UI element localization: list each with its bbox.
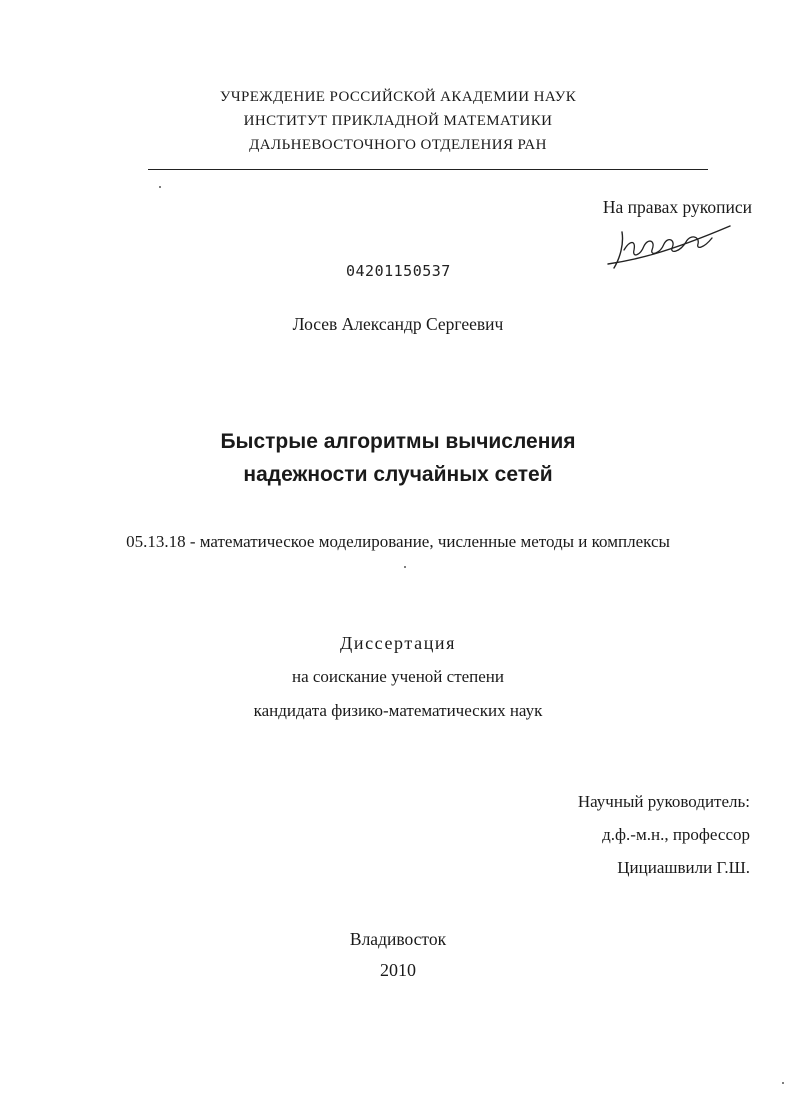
institution-line-3: ДАЛЬНЕВОСТОЧНОГО ОТДЕЛЕНИЯ РАН [249,137,547,153]
institution-line-2: ИНСТИТУТ ПРИКЛАДНОЙ МАТЕМАТИКИ [243,113,553,129]
rights-note: На правах рукописи [602,197,752,217]
degree-purpose: на соискание ученой степени [291,667,505,686]
work-type: Диссертация [339,633,457,653]
header-rule [148,169,708,170]
supervisor-credentials: д.ф.-м.н., профессор [602,825,750,844]
specialty-code: 05.13.18 - математическое моделирование, численные методы и комплексы [126,532,670,551]
city: Владивосток [349,929,447,949]
signature-image [604,218,734,274]
scan-speck [404,566,406,568]
title-line-1: Быстрые алгоритмы вычисления [220,430,576,453]
author-name: Лосев Александр Сергеевич [292,314,504,334]
degree-name: кандидата физико-математических наук [253,701,543,720]
supervisor-label: Научный руководитель: [577,792,750,811]
title-line-2: надежности случайных сетей [243,463,553,486]
supervisor-name: Цициашвили Г.Ш. [617,858,750,877]
serial-number: 04201150537 [346,262,451,280]
year: 2010 [380,960,416,980]
scan-speck [159,186,161,188]
institution-line-1: УЧРЕЖДЕНИЕ РОССИЙСКОЙ АКАДЕМИИ НАУК [219,89,577,105]
scan-speck [782,1082,784,1084]
